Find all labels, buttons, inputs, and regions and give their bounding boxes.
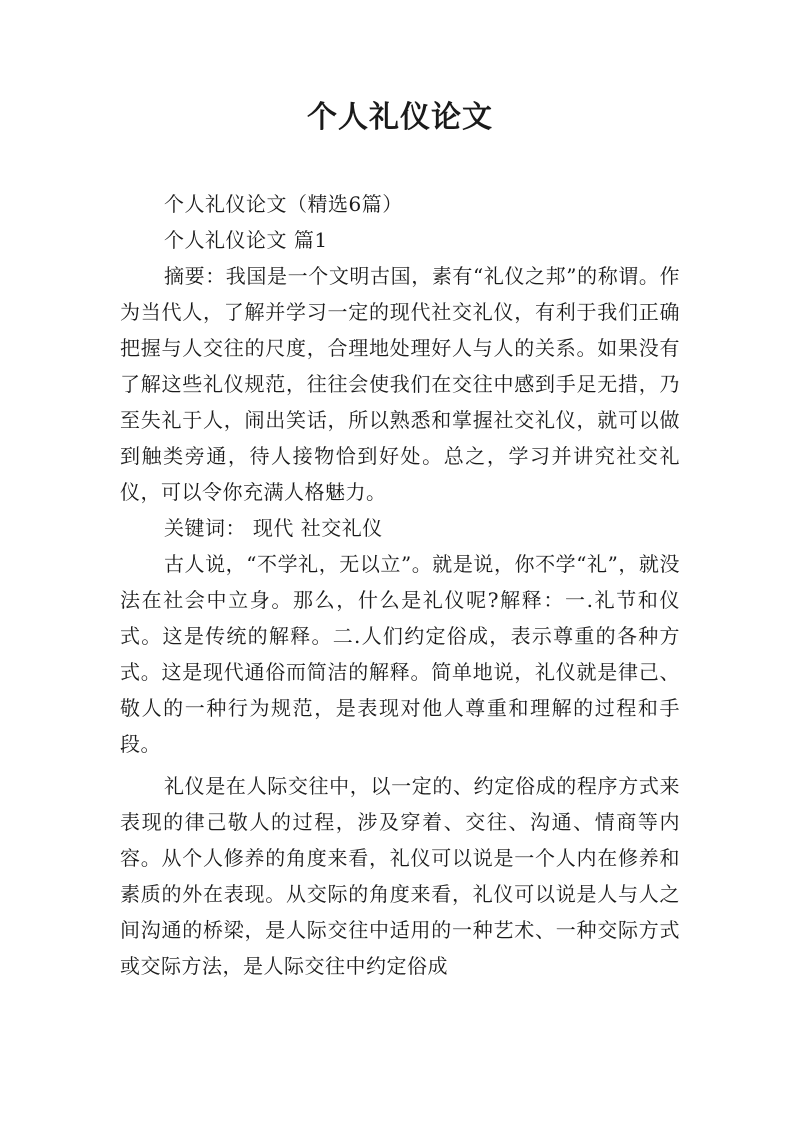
document-body [120,186,680,984]
paragraph-keywords: 关键词： 现代 社交礼仪 [164,516,383,540]
paragraph-subtitle: 个人礼仪论文（精选6篇） [164,192,403,216]
paragraph-body-2: 礼仪是在人际交往中，以一定的、约定俗成的程序方式来表现的律己敬人的过程，涉及穿着、交往、沟通、情商等内容。从个人修养的角度来看，礼仪可以说是一个人内在修养和素质的外在表现。从交际的角度来看，礼仪可以说是人与人之间沟通的桥梁，是人际交往中适用的一种艺术、一种交际方式或交际方法，是人际交往中约定俗成 [120,774,680,978]
paragraph-body-1: 古人说，“不学礼，无以立”。就是说，你不学“礼”，就没法在社会中立身。那么，什么是礼仪呢?解释：一.礼节和仪式。这是传统的解释。二.人们约定俗成，表示尊重的各种方式。这是现代通俗而简洁的解释。简单地说，礼仪就是律己、敬人的一种行为规范，是表现对他人尊重和理解的过程和手段。 [120,552,680,756]
document-title: 个人礼仪论文 [307,100,493,135]
paragraph-section-heading: 个人礼仪论文 篇1 [164,228,328,252]
paragraph-abstract: 摘要：我国是一个文明古国，素有“礼仪之邦”的称谓。作为当代人，了解并学习一定的现代社交礼仪，有利于我们正确把握与人交往的尺度，合理地处理好人与人的关系。如果没有了解这些礼仪规范，往往会使我们在交往中感到手足无措，乃至失礼于人，闹出笑话，所以熟悉和掌握社交礼仪，就可以做到触类旁通，待人接物恰到好处。总之，学习并讲究社交礼仪，可以令你充满人格魅力。 [120,264,680,504]
